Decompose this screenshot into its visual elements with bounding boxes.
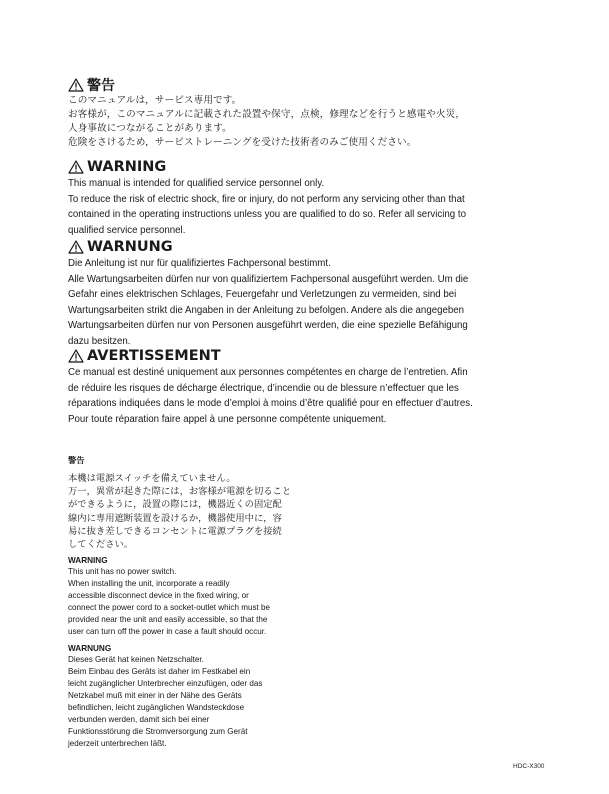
- power-warning-line: befindlichen, leicht zugänglichen Wandsteckdose: [68, 703, 245, 712]
- warning-line: contained in the operating instructions unless you are qualified to do so. Refer all servicing to: [68, 209, 466, 220]
- power-warning-line: connect the power cord to a socket-outlet which must be: [68, 603, 270, 612]
- power-warning-line: When installing the unit, incorporate a readily: [68, 579, 230, 588]
- power-warning-line: してください。: [68, 539, 134, 551]
- model-number: HDC-X300: [513, 763, 545, 770]
- power-warning-line: jederzeit unterbrechen läßt.: [68, 739, 167, 748]
- power-warning-title: 警告: [68, 455, 85, 465]
- power-warning-line: Netzkabel muß mit einer in der Nähe des Geräts: [68, 691, 242, 700]
- warning-section-french: [68, 347, 548, 427]
- power-warning-line: 本機は電源スイッチを備えていません。: [68, 473, 236, 484]
- warning-triangle-icon: [68, 160, 84, 174]
- warning-line: To reduce the risk of electric shock, fire or injury, do not perform any servicing other than that: [68, 193, 465, 205]
- power-warning-line: user can turn off the power in case a fault should occur.: [68, 627, 267, 636]
- power-warning-english: [68, 555, 308, 638]
- power-warning-german: [68, 643, 308, 750]
- warning-line: Die Anleitung ist nur für qualifiziertes Fachpersonal bestimmt.: [68, 258, 331, 269]
- warning-heading: [68, 347, 548, 365]
- power-warning-line: ができるように，設置の際には，機器近くの固定配: [68, 499, 282, 511]
- warning-line: Gefahr eines elektrischen Schlages, Feuergefahr und Verletzungen zu vermeiden, sind bei: [68, 289, 457, 300]
- warning-line: Wartungsarbeiten dürfen nur von Personen ausgeführt werden, die eine spezielle Befähigung: [68, 320, 468, 331]
- power-warning-line: 線内に専用遮断装置を設けるか，機器使用中に，容: [68, 512, 282, 524]
- power-warning-line: This unit has no power switch.: [68, 567, 177, 576]
- warning-heading: [68, 158, 548, 176]
- power-warning-line: verbunden werden, damit sich bei einer: [68, 715, 210, 724]
- warning-line: This manual is intended for qualified service personnel only.: [68, 178, 325, 189]
- warning-title: 警告: [87, 78, 115, 94]
- power-warning-japanese: [68, 455, 308, 551]
- warning-section-english: [68, 158, 548, 238]
- warning-line: Wartungsarbeiten strikt die Angaben in der Anleitung zu befolgen. Andere als die angegeben: [68, 304, 465, 316]
- warning-line: de réduire les risques de décharge électrique, d’incendie ou de blessure n’effectuer que les: [68, 382, 459, 394]
- warning-title: AVERTISSEMENT: [87, 348, 221, 364]
- warning-line: このマニュアルは，サービス専用です。: [68, 95, 242, 106]
- warning-title: WARNING: [87, 159, 167, 175]
- warning-title: WARNUNG: [87, 239, 173, 255]
- warning-line: Ce manual est destiné uniquement aux personnes compétentes en charge de l’entretien. Afin: [68, 367, 468, 378]
- warning-section-japanese: [68, 76, 548, 150]
- warning-heading: [68, 238, 548, 256]
- warning-section-german: [68, 238, 548, 349]
- power-warning-line: Dieses Gerät hat keinen Netzschalter.: [68, 655, 204, 664]
- warning-line: 危険をさけるため，サービストレーニングを受けた技術者のみご使用ください。: [68, 137, 417, 148]
- power-warning-line: 易に抜き差しできるコンセントに電源プラグを接続: [68, 525, 282, 537]
- power-warning-line: provided near the unit and easily accessible, so that the: [68, 615, 268, 624]
- power-warning-line: Beim Einbau des Geräts ist daher im Festkabel ein: [68, 667, 251, 676]
- warning-triangle-icon: [68, 240, 84, 254]
- power-warning-line: Funktionsstörung die Stromversorgung zum Gerät: [68, 727, 248, 736]
- power-warning-title: WARNING: [68, 556, 108, 565]
- warning-heading: [68, 76, 548, 94]
- warning-line: qualified service personnel.: [68, 224, 186, 236]
- power-warning-line: 万一，異常が起きた際には，お客様が電源を切ること: [68, 486, 292, 498]
- warning-line: お客様が，このマニュアルに記載された設置や保守，点検，修理などを行うと感電や火災，: [68, 109, 466, 120]
- warning-triangle-icon: [68, 349, 84, 363]
- warning-line: 人身事故につながることがあります。: [68, 123, 232, 134]
- warning-line: Pour toute réparation faire appel à une personne compétente uniquement.: [68, 413, 387, 425]
- power-warning-line: leicht zugänglicher Unterbrecher einzufügen, oder das: [68, 679, 263, 688]
- warning-line: réparations indiquées dans le mode d’emploi à moins d’être qualifié pour en effectuer d’autres.: [68, 398, 473, 409]
- power-warning-line: accessible disconnect device in the fixed wiring, or: [68, 591, 249, 600]
- power-warning-title: WARNUNG: [68, 644, 112, 653]
- warning-line: Alle Wartungsarbeiten dürfen nur von qualifiziertem Fachpersonal ausgeführt werden. Um die: [68, 273, 469, 285]
- warning-line: dazu besitzen.: [68, 335, 131, 347]
- warning-triangle-icon: [68, 78, 84, 92]
